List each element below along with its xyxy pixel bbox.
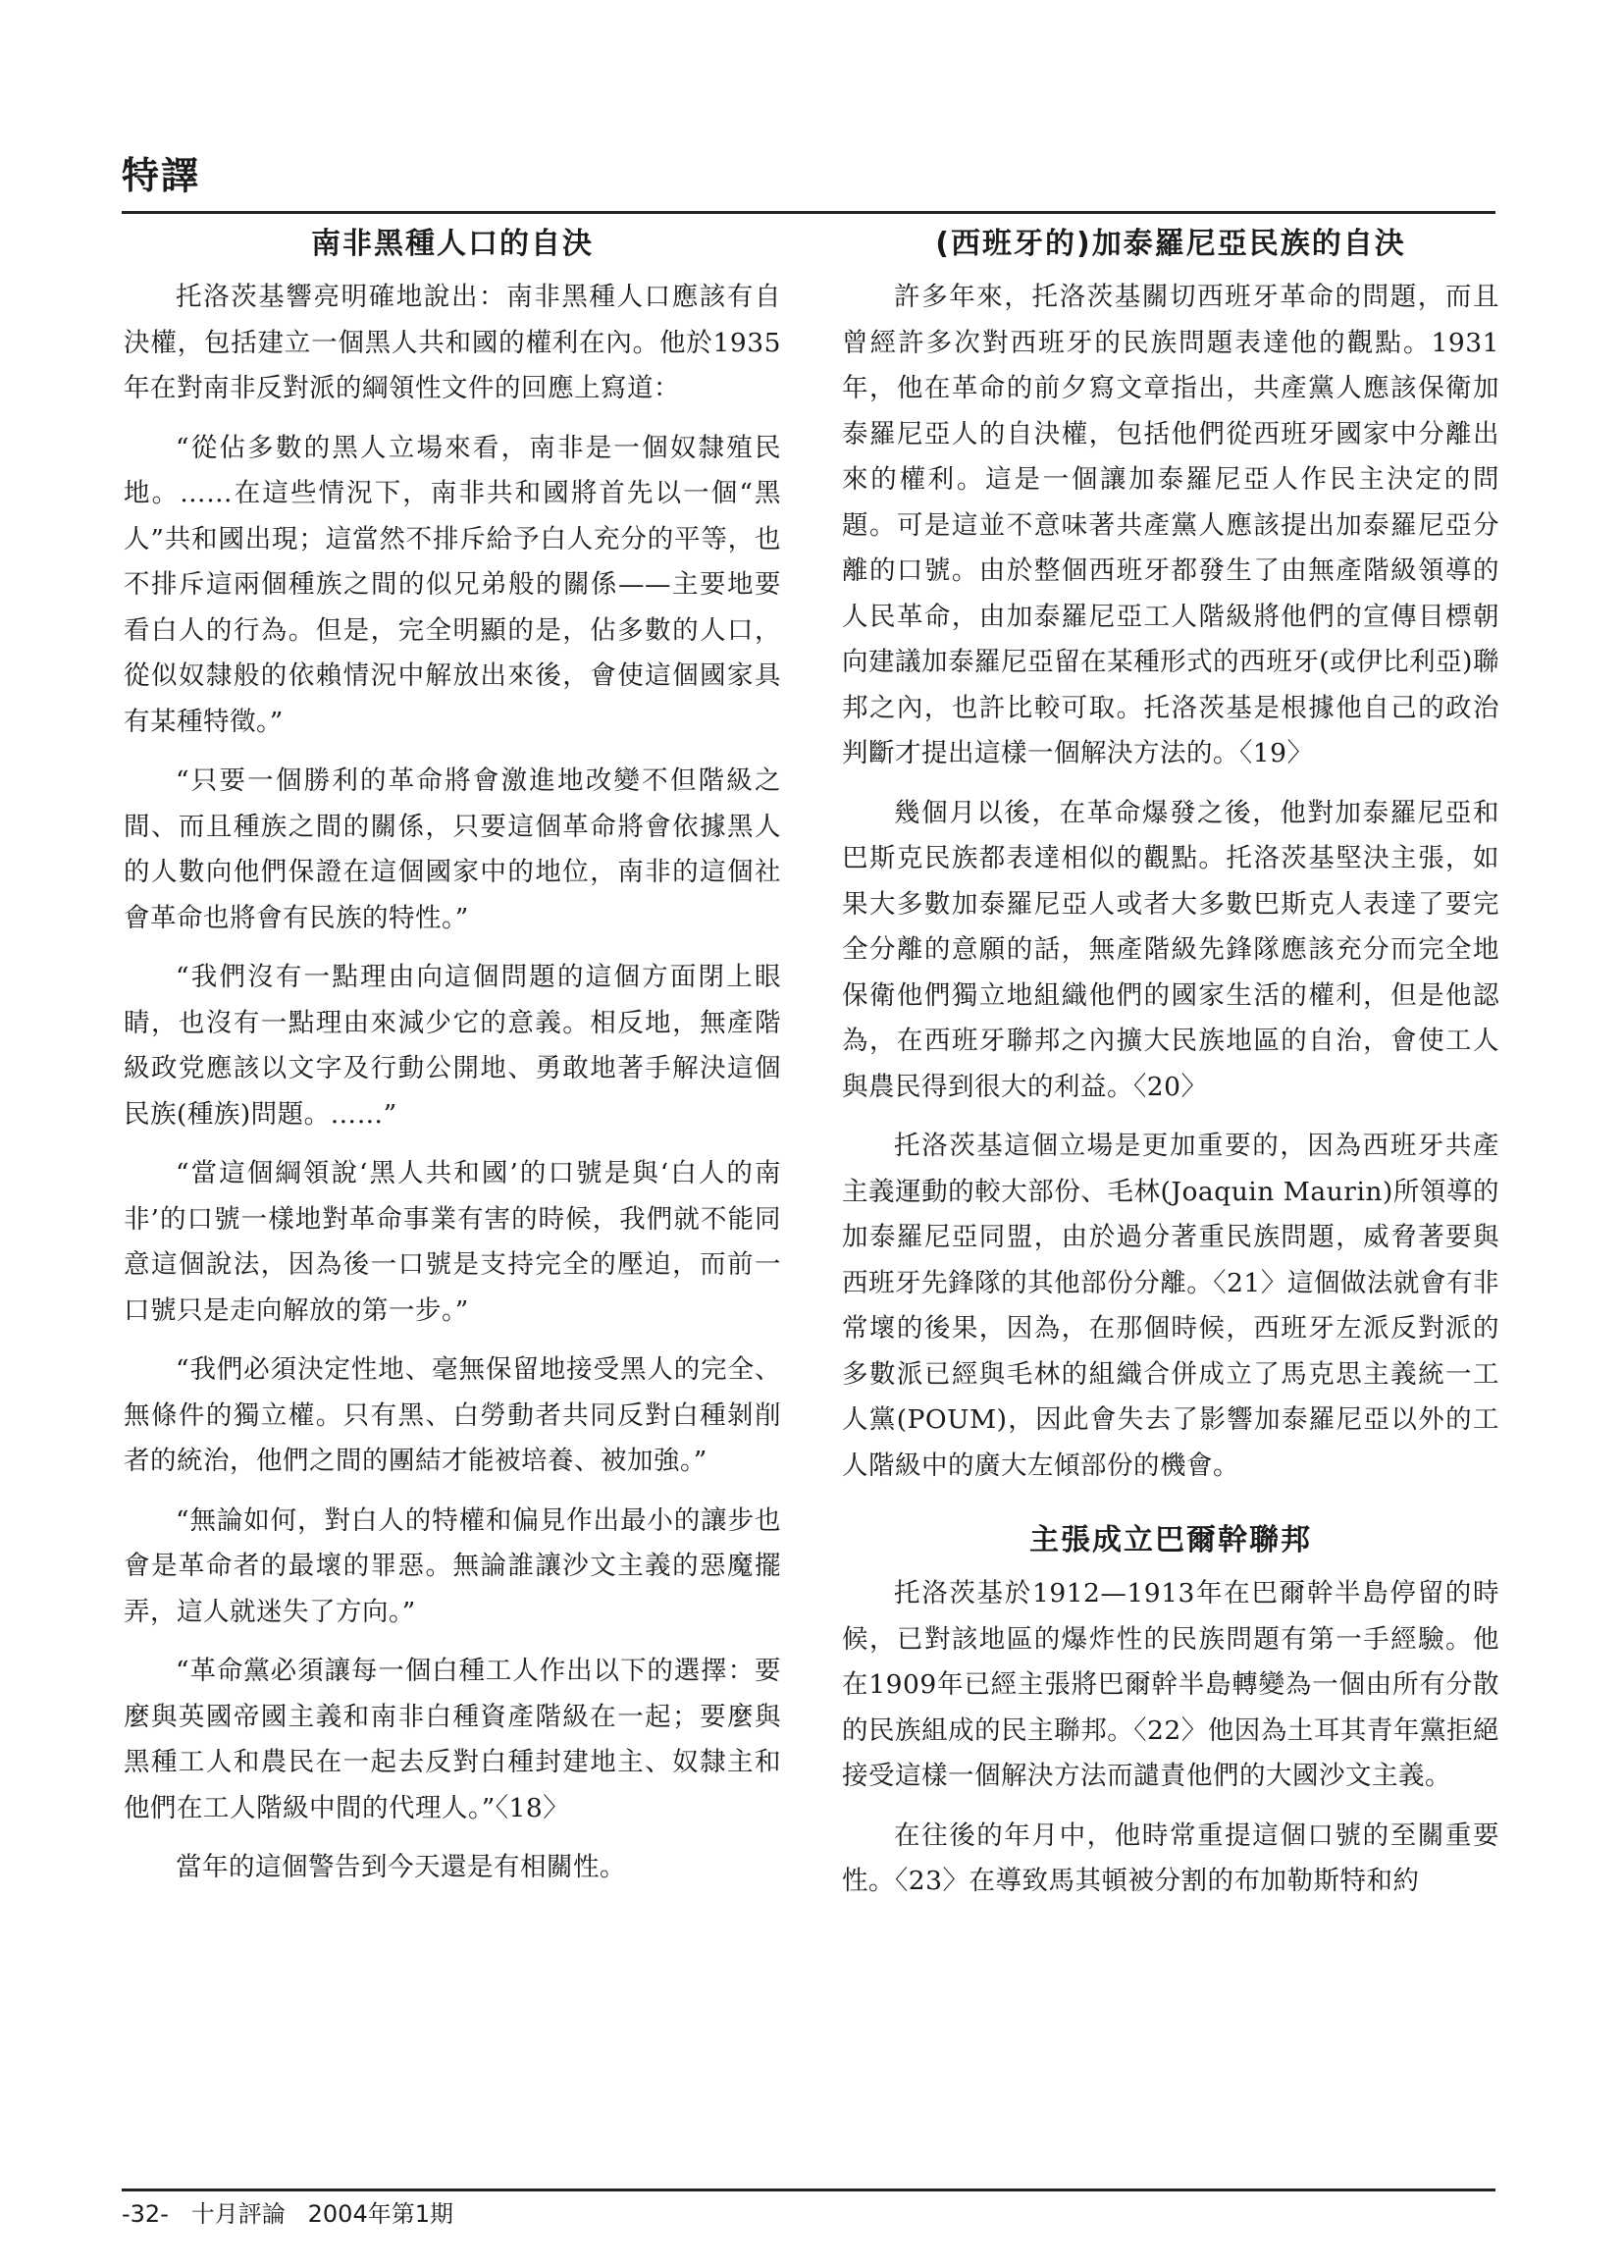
paragraph: 托洛茨基這個立場是更加重要的，因為西班牙共產主義運動的較大部份、毛林(Joaquin Maurin)所領導的加泰羅尼亞同盟，由於過分著重民族問題，威脅著要與西班牙先鋒隊的其他部份分離。〈21〉這個做法就會有非常壞的後果，因為，在那個時候，西班牙左派反對派的多數派已經與毛林的組織合併成立了馬克思主義統一工人黨(POUM)，因此會失去了影響加泰羅尼亞以外的工人階級中的廣大左傾部份的機會。 xyxy=(842,1131,1499,1481)
paragraph: 托洛茨基於1912—1913年在巴爾幹半島停留的時候，已對該地區的爆炸性的民族問題有第一手經驗。他在1909年已經主張將巴爾幹半島轉變為一個由所有分散的民族組成的民主聯邦。〈22〉他因為土耳其青年黨拒絕接受這樣一個解決方法而譴責他們的大國沙文主義。 xyxy=(842,1578,1499,1791)
heading-catalonia: (西班牙的)加泰羅尼亞民族的自決 xyxy=(935,227,1406,261)
right-column xyxy=(842,224,1499,1919)
heading-balkan: 主張成立巴爾幹聯邦 xyxy=(1029,1523,1312,1557)
section-label: 特譯 xyxy=(122,154,201,197)
heading-south-africa: 南非黑種人口的自決 xyxy=(311,227,594,261)
paragraph: 許多年來，托洛茨基關切西班牙革命的問題，而且曾經許多次對西班牙的民族問題表達他的觀點。1931年，他在革命的前夕寫文章指出，共產黨人應該保衛加泰羅尼亞人的自決權，包括他們從西班牙國家中分離出來的權利。這是一個讓加泰羅尼亞人作民主決定的問題。可是這並不意味著共產黨人應該提出加泰羅尼亞分離的口號。由於整個西班牙都發生了由無產階級領導的人民革命，由加泰羅尼亞工人階級將他們的宣傳目標朝向建議加泰羅尼亞留在某種形式的西班牙(或伊比利亞)聯邦之內，也許比較可取。托洛茨基是根據他自己的政治判斷才提出這樣一個解決方法的。〈19〉 xyxy=(842,282,1499,768)
page-number: -32- xyxy=(122,2200,169,2228)
paragraph: “無論如何，對白人的特權和偏見作出最小的讓步也會是革命者的最壞的罪惡。無論誰讓沙文主義的惡魔擺弄，這人就迷失了方向。” xyxy=(124,1504,781,1627)
top-rule xyxy=(122,211,1495,214)
paragraph: “我們沒有一點理由向這個問題的這個方面閉上眼睛，也沒有一點理由來減少它的意義。相反地，無產階級政党應該以文字及行動公開地、勇敢地著手解決這個民族(種族)問題。……” xyxy=(124,962,781,1130)
paragraph: “革命黨必須讓每一個白種工人作出以下的選擇：要麼與英國帝國主義和南非白種資產階級在一起；要麼與黑種工人和農民在一起去反對白種封建地主、奴隸主和他們在工人階級中間的代理人。”〈18〉 xyxy=(124,1656,781,1823)
paragraph: “當這個綱領說‘黑人共和國’的口號是與‘白人的南非’的口號一樣地對革命事業有害的時候，我們就不能同意這個說法，因為後一口號是支持完全的壓迫，而前一口號只是走向解放的第一步。” xyxy=(124,1158,781,1326)
paragraph: “只要一個勝利的革命將會激進地改變不但階級之間、而且種族之間的關係，只要這個革命將會依據黑人的人數向他們保證在這個國家中的地位，南非的這個社會革命也將會有民族的特性。” xyxy=(124,765,781,933)
paragraph: 托洛茨基響亮明確地說出：南非黑種人口應該有自決權，包括建立一個黑人共和國的權利在內。他於1935年在對南非反對派的綱領性文件的回應上寫道： xyxy=(124,282,781,403)
paragraph: 在往後的年月中，他時常重提這個口號的至關重要性。〈23〉在導致馬其頓被分割的布加勒斯特和約 xyxy=(842,1820,1499,1896)
left-column xyxy=(124,224,781,1905)
bottom-rule xyxy=(122,2189,1495,2191)
paragraph: “從佔多數的黑人立場來看，南非是一個奴隸殖民地。……在這些情況下，南非共和國將首先以一個“黑人”共和國出現；這當然不排斥給予白人充分的平等，也不排斥這兩個種族之間的似兄弟般的關係——主要地要看白人的行為。但是，完全明顯的是，佔多數的人口，從似奴隸般的依賴情況中解放出來後，會使這個國家具有某種特徵。” xyxy=(124,432,781,737)
paragraph: “我們必須決定性地、毫無保留地接受黑人的完全、無條件的獨立權。只有黑、白勞動者共同反對白種剝削者的統治，他們之間的團結才能被培養、被加強。” xyxy=(124,1354,781,1476)
magazine-name: 十月評論 xyxy=(190,2200,286,2228)
issue-label: 2004年第1期 xyxy=(307,2200,453,2228)
page-footer xyxy=(122,2194,453,2229)
paragraph: 當年的這個警告到今天還是有相關性。 xyxy=(176,1852,626,1882)
paragraph: 幾個月以後，在革命爆發之後，他對加泰羅尼亞和巴斯克民族都表達相似的觀點。托洛茨基堅決主張，如果大多數加泰羅尼亞人或者大多數巴斯克人表達了要完全分離的意願的話，無產階級先鋒隊應該充分而完全地保衛他們獨立地組織他們的國家生活的權利，但是他認為，在西班牙聯邦之內擴大民族地區的自治，會使工人與農民得到很大的利益。〈20〉 xyxy=(842,797,1499,1102)
